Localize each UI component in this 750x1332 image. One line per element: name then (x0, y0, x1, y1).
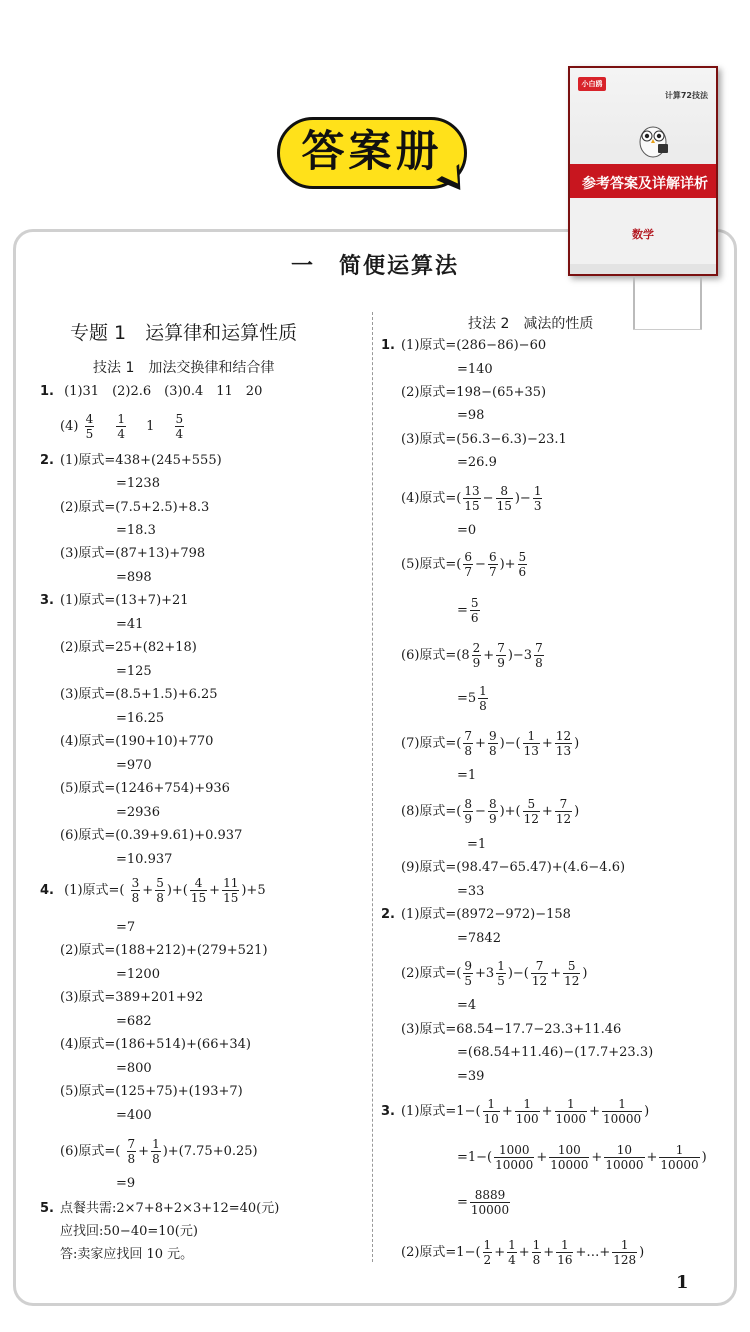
answer-line (40, 593, 189, 609)
answer-text: (7)原式=( (401, 736, 462, 751)
answer-text: =41 (116, 617, 144, 632)
fraction (604, 1143, 644, 1172)
answer-line: (4)原式=( $\frac{13}{15}$ − $\frac{8}{15}$ )− $\frac{1}{3}$ (401, 484, 542, 513)
fraction (555, 797, 572, 826)
answer-text: (1)原式=( (64, 883, 125, 898)
denominator: 100 (515, 1112, 539, 1126)
numerator: 7 (535, 641, 543, 655)
numerator: 5 (518, 550, 527, 564)
fraction (472, 641, 482, 670)
answer-line: (5)原式=( $\frac{6}{7}$ − $\frac{6}{7}$ )+ $\frac{5}{6}$ (401, 550, 527, 579)
answer-line (381, 907, 571, 923)
numerator: 8 (496, 484, 513, 499)
denominator: 10000 (470, 1203, 510, 1217)
numerator: 4 (85, 412, 94, 426)
answer-text: (6)原式=(0.39+9.61)+0.937 (60, 828, 243, 843)
denominator: 9 (488, 812, 497, 826)
numerator: 7 (497, 641, 505, 655)
numerator: 1 (117, 412, 125, 426)
numerator: 8 (464, 797, 473, 811)
denominator: 8 (127, 1152, 136, 1166)
answer-text: (2)原式=198−(65+35) (401, 385, 547, 400)
fraction (531, 959, 548, 988)
technique-2-title: 技法 2 减法的性质 (468, 316, 594, 332)
numerator: 12 (555, 729, 572, 743)
numerator: 1 (508, 1238, 516, 1252)
numerator: 1 (483, 1097, 500, 1112)
answer-text: (1)原式=1−( (400, 1104, 481, 1119)
answer-text: (1)原式=438+(245+555) (59, 453, 222, 468)
numerator: 100 (549, 1143, 589, 1158)
numerator: 1 (532, 1238, 541, 1252)
numerator: 1 (152, 1137, 160, 1151)
numerator: 1 (523, 729, 540, 744)
fraction (532, 1238, 542, 1267)
numerator: 5 (470, 596, 479, 610)
fraction (602, 1097, 642, 1126)
fraction (549, 1143, 589, 1172)
fraction (483, 1097, 500, 1126)
answer-text: (3)原式=(8.5+1.5)+6.25 (60, 687, 218, 702)
answer-line: =1−( $\frac{1000}{10000}$ + $\frac{100}{10000}$ + $\frac{10}{10000}$ + $\frac{1}{10000}$ ) (457, 1143, 707, 1172)
answer-text: =682 (116, 1014, 152, 1029)
denominator: 7 (488, 565, 497, 579)
numerator: 2 (472, 641, 481, 655)
book-stand-left (633, 276, 635, 330)
denominator: 9 (497, 656, 505, 670)
numerator: 1 (483, 1238, 492, 1252)
answer-text: )−3 (507, 648, 533, 663)
answer-text: =7 (116, 920, 136, 935)
fraction (488, 550, 498, 579)
answer-line: 4. (1)原式=( $\frac{3}{8}$ + $\frac{5}{8}$ )+( $\frac{4}{15}$ + $\frac{11}{15}$ )+5 (40, 876, 266, 905)
denominator: 6 (518, 565, 527, 579)
numerator: 4 (190, 876, 207, 891)
answer-text: )+(7.75+0.25) (162, 1144, 258, 1159)
answer-text: =98 (457, 408, 485, 423)
denominator: 10 (483, 1112, 499, 1126)
answer-text: (6)原式=(8 (401, 648, 470, 663)
answer-book-title: 答案册 (301, 127, 443, 177)
answer-text: 答:卖家应找回 10 元。 (60, 1247, 194, 1262)
numerator: 1 (556, 1238, 573, 1253)
numerator: 9 (488, 729, 497, 743)
answer-text: 应找回:50−40=10(元) (60, 1224, 198, 1239)
answer-text: (4)原式=( (401, 491, 462, 506)
denominator: 4 (508, 1253, 516, 1267)
book-cover (568, 66, 718, 276)
denominator: 4 (175, 427, 184, 441)
numerator: 13 (464, 484, 480, 498)
numerator: 1000 (494, 1143, 534, 1158)
numerator: 6 (464, 550, 473, 564)
numerator: 5 (156, 876, 164, 890)
fraction (175, 412, 185, 441)
answer-text: =1238 (116, 476, 160, 491)
answer-text: (2)原式=( (401, 966, 462, 981)
question-number: 2. (381, 907, 395, 922)
numerator: 9 (464, 959, 473, 973)
numerator: 1 (479, 684, 487, 698)
book-brand: 小白鸥 (578, 77, 606, 91)
fraction (523, 729, 540, 758)
column-divider (372, 312, 373, 1262)
answer-text: (2)原式=25+(82+18) (60, 640, 197, 655)
answer-text: (4) (60, 419, 79, 434)
answer-text: (5)原式=(125+75)+(193+7) (60, 1084, 243, 1099)
answer-text: (1)31 (2)2.6 (3)0.4 11 20 (64, 384, 263, 399)
answer-text: =26.9 (457, 455, 497, 470)
denominator: 8 (464, 744, 473, 758)
numerator: 3 (131, 876, 140, 890)
answer-text: =140 (457, 362, 493, 377)
book-main-title: 参考答案及详解详析 (582, 176, 708, 192)
answer-text: 1 (146, 419, 155, 434)
answer-text: (3)原式=(56.3−6.3)−23.1 (401, 432, 567, 447)
answer-line: (2)原式=( $\frac{9}{5}$ +3 $\frac{1}{5}$ )−( $\frac{7}{12}$ + $\frac{5}{12}$ ) (401, 959, 588, 988)
fraction (155, 876, 165, 905)
denominator: 9 (472, 656, 481, 670)
answer-line: (2)原式=1−( $\frac{1}{2}$ + $\frac{1}{4}$ + $\frac{1}{8}$ + $\frac{1}{16}$ +…+ $\frac{1}{128}$ ) (401, 1238, 645, 1267)
answer-text: (4)原式=(190+10)+770 (60, 734, 214, 749)
question-number: 3. (40, 593, 54, 608)
denominator: 12 (555, 812, 572, 826)
fraction (507, 1238, 517, 1267)
fraction (612, 1238, 637, 1267)
answer-text: =1 (457, 768, 477, 783)
answer-line (457, 1188, 512, 1217)
topic-title: 专题 1 运算律和运算性质 (70, 322, 298, 344)
fraction (563, 959, 580, 988)
denominator: 15 (496, 499, 512, 513)
numerator: 7 (127, 1137, 136, 1151)
denominator: 13 (523, 744, 539, 758)
denominator: 8 (131, 891, 140, 905)
numerator: 5 (563, 959, 580, 974)
numerator: 1 (497, 959, 505, 973)
numerator: 7 (555, 797, 572, 812)
fraction (494, 1143, 534, 1172)
fraction (483, 1238, 493, 1267)
answer-text: (4)原式=(186+514)+(66+34) (60, 1037, 251, 1052)
denominator: 7 (464, 565, 473, 579)
fraction (488, 729, 498, 758)
fraction (131, 876, 141, 905)
denominator: 8 (532, 1253, 541, 1267)
answer-text: (5)原式=( (401, 557, 462, 572)
numerator: 7 (464, 729, 473, 743)
answer-text: (9)原式=(98.47−65.47)+(4.6−4.6) (401, 860, 626, 875)
question-number: 5. (40, 1201, 54, 1216)
denominator: 15 (223, 891, 239, 905)
question-number: 1. (381, 338, 395, 353)
fraction (555, 729, 572, 758)
answer-text: =0 (457, 523, 477, 538)
answer-text: =125 (116, 664, 152, 679)
denominator: 2 (483, 1253, 492, 1267)
fraction (534, 641, 544, 670)
denominator: 1000 (555, 1112, 587, 1126)
answer-text: (1)原式=(8972−972)−158 (400, 907, 571, 922)
denominator: 10000 (605, 1158, 644, 1172)
fraction (659, 1143, 699, 1172)
answer-text: (1)原式=(13+7)+21 (59, 593, 189, 608)
denominator: 4 (117, 427, 125, 441)
denominator: 8 (535, 656, 543, 670)
denominator: 10000 (495, 1158, 534, 1172)
answer-text: =2936 (116, 805, 160, 820)
answer-text: =4 (457, 998, 477, 1013)
fraction (556, 1238, 573, 1267)
answer-text: (6)原式=( (60, 1144, 121, 1159)
book-subject: 数学 (632, 228, 654, 241)
answer-text: =16.25 (116, 711, 165, 726)
fraction (523, 797, 540, 826)
technique-1-title: 技法 1 加法交换律和结合律 (93, 360, 275, 376)
answer-line (60, 412, 186, 441)
owl-mascot-icon (636, 118, 670, 158)
page-number: 1 (676, 1272, 689, 1293)
numerator: 7 (531, 959, 548, 974)
denominator: 9 (464, 812, 473, 826)
denominator: 12 (523, 812, 539, 826)
denominator: 6 (470, 611, 479, 625)
denominator: 5 (464, 974, 473, 988)
numerator: 5 (523, 797, 540, 812)
answer-text: =9 (116, 1176, 136, 1191)
denominator: 10000 (550, 1158, 589, 1172)
answer-text: = (457, 1195, 468, 1210)
question-number: 4. (40, 883, 54, 898)
denominator: 8 (156, 891, 164, 905)
answer-text: (3)原式=389+201+92 (60, 990, 204, 1005)
answer-text: =1 (467, 837, 487, 852)
answer-text: =39 (457, 1069, 485, 1084)
denominator: 5 (497, 974, 505, 988)
numerator: 11 (223, 876, 239, 890)
numerator: 1 (533, 484, 542, 498)
fraction (470, 1188, 510, 1217)
denominator: 10000 (602, 1112, 642, 1126)
fraction (116, 412, 126, 441)
numerator: 8 (488, 797, 497, 811)
answer-text: =18.3 (116, 523, 156, 538)
question-number: 3. (381, 1104, 395, 1119)
denominator: 8 (488, 744, 497, 758)
answer-text: =(68.54+11.46)−(17.7+23.3) (457, 1045, 654, 1060)
numerator: 8889 (470, 1188, 510, 1203)
denominator: 8 (152, 1152, 160, 1166)
fraction (470, 596, 480, 625)
answer-line: (6)原式=(8 $\frac{2}{9}$ + $\frac{7}{9}$ )−3 $\frac{7}{8}$ (401, 641, 543, 670)
numerator: 1 (659, 1143, 699, 1158)
fraction (488, 797, 498, 826)
numerator: 1 (515, 1097, 540, 1112)
answer-text: =10.937 (116, 852, 173, 867)
answer-text: (1)原式=(286−86)−60 (400, 338, 547, 353)
fraction (151, 1137, 161, 1166)
numerator: 5 (175, 412, 184, 426)
fraction (85, 412, 95, 441)
answer-line: 3. (1)原式=1−( $\frac{1}{10}$ + $\frac{1}{100}$ + $\frac{1}{1000}$ + $\frac{1}{10000}$ ) (381, 1097, 650, 1126)
denominator: 15 (464, 499, 480, 513)
fraction (515, 1097, 540, 1126)
answer-text: (3)原式=(87+13)+798 (60, 546, 206, 561)
fraction (496, 641, 506, 670)
fraction (127, 1137, 137, 1166)
answer-line (381, 338, 546, 354)
answer-text: (3)原式=68.54−17.7−23.3+11.46 (401, 1022, 622, 1037)
fraction (463, 797, 473, 826)
numerator: 1 (612, 1238, 637, 1253)
denominator: 15 (190, 891, 207, 905)
question-number: 2. (40, 453, 54, 468)
answer-text: (5)原式=(1246+754)+936 (60, 781, 230, 796)
answer-text: 点餐共需:2×7+8+2×3+12=40(元) (59, 1201, 280, 1216)
answer-text: =970 (116, 758, 152, 773)
fraction (463, 729, 473, 758)
denominator: 10000 (660, 1158, 699, 1172)
fraction (463, 959, 473, 988)
answer-text: =1200 (116, 967, 160, 982)
answer-text: =898 (116, 570, 152, 585)
denominator: 12 (564, 974, 580, 988)
numerator: 6 (488, 550, 497, 564)
answer-text: =7842 (457, 931, 501, 946)
answer-line (40, 1201, 279, 1217)
fraction (555, 1097, 588, 1126)
denominator: 16 (557, 1253, 573, 1267)
denominator: 128 (613, 1253, 637, 1267)
question-number: 1. (40, 384, 54, 399)
answer-line (40, 384, 262, 400)
answer-text: (2)原式=(7.5+2.5)+8.3 (60, 500, 210, 515)
denominator: 5 (85, 427, 94, 441)
answer-text: (8)原式=( (401, 804, 462, 819)
fraction (463, 484, 480, 513)
book-stand-base (633, 329, 702, 330)
answer-line: (6)原式=( $\frac{7}{8}$ + $\frac{1}{8}$ )+(7.75+0.25) (60, 1137, 258, 1166)
fraction (533, 484, 543, 513)
answer-text: =33 (457, 884, 485, 899)
numerator: 1 (602, 1097, 642, 1112)
answer-line: (7)原式=( $\frac{7}{8}$ + $\frac{9}{8}$ )−( $\frac{1}{13}$ + $\frac{12}{13}$ ) (401, 729, 580, 758)
book-stand-right (700, 276, 702, 330)
answer-text: =800 (116, 1061, 152, 1076)
answer-text: =1−( (457, 1150, 493, 1165)
denominator: 12 (531, 974, 548, 988)
answer-line (40, 453, 222, 469)
fraction (190, 876, 207, 905)
fraction (518, 550, 528, 579)
fraction (496, 959, 506, 988)
answer-text: =400 (116, 1108, 152, 1123)
fraction (222, 876, 239, 905)
fraction (478, 684, 488, 713)
chapter-title: 一 简便运算法 (290, 254, 459, 279)
answer-line: (8)原式=( $\frac{8}{9}$ − $\frac{8}{9}$ )+( $\frac{5}{12}$ + $\frac{7}{12}$ ) (401, 797, 580, 826)
fraction (496, 484, 513, 513)
fraction (463, 550, 473, 579)
numerator: 10 (604, 1143, 644, 1158)
answer-text: (2)原式=1−( (401, 1245, 481, 1260)
answer-text: )+5 (241, 883, 266, 898)
numerator: 1 (555, 1097, 588, 1112)
answer-text: (2)原式=(188+212)+(279+521) (60, 943, 268, 958)
answer-line: = $\frac{5}{6}$ (457, 596, 479, 625)
answer-line: =5 $\frac{1}{8}$ (457, 684, 487, 713)
denominator: 8 (479, 699, 487, 713)
denominator: 3 (533, 499, 542, 513)
book-series: 计算72技法 (664, 91, 708, 100)
answer-text: +…+ (575, 1245, 611, 1260)
denominator: 13 (555, 744, 572, 758)
